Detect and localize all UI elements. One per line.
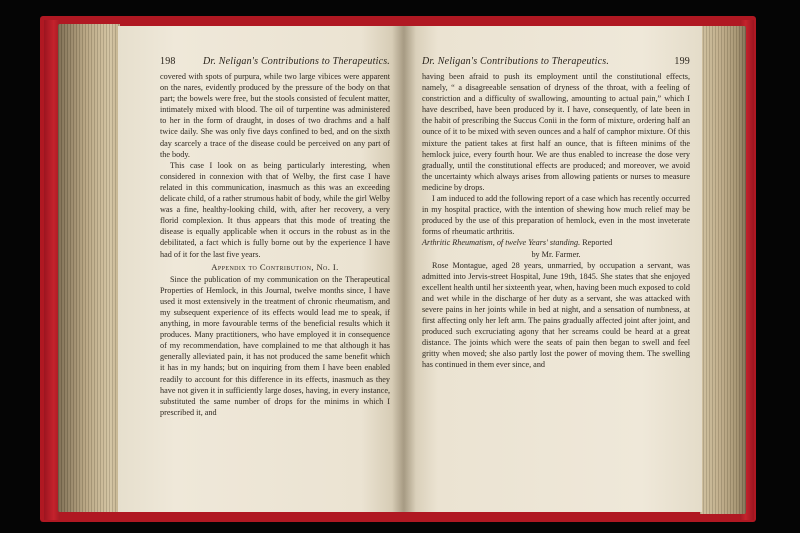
left-running-head	[160, 56, 390, 67]
right-paragraph-2: I am induced to add the following report of a case which has recently occurred in my hospital practice, with the intention of shewing how much relief may be produced by the use of this preparation of hemlock, even in the most inveterate forms of rheumatic arthritis.	[422, 194, 690, 237]
right-paragraph-1: having been afraid to push its employment until the constitutional effects, namely, “ a disagreeable sensation of dryness of the throat, with a feeling of constriction and a difficulty of swallowing, amounting to actual pain,” which I have described, have been produced by it. I have, consequently, of late been in the habit of prescribing the Succus Conii in the form of mixture, ordering half an ounce of it to be mixed with seven ounces and a half of camphor mixture. Of this mixture the patient takes at first half an ounce, that is fifteen minims of the hemlock juice, every fourth hour. We are thus enabled to increase the dose very gradually, until the constitutional effects are produced; and moreover, we avoid the uncertainty which always arises from allowing patients or nurses to measure medicine by drops.	[422, 72, 690, 192]
left-paragraph-2: This case I look on as being particularly interesting, when considered in connexion with that of Welby, the first case I have related in this communication, inasmuch as this was an exceeding delicate child, of a rather strumous habit of body, while the girl Welby was a fine, healthy-looking child, with, after her recovery, a very florid complexion. It thus appears that this mode of treating the disease is equally applicable when it occurs in the robust as in the debilitated, a fact which is fully borne out by the experience I have had of it for the last five years.	[160, 160, 390, 259]
right-running-head	[422, 56, 690, 67]
left-page-number: 198	[160, 56, 176, 67]
case-reported: Reported	[582, 238, 613, 248]
appendix-section-title: Appendix to Contribution, No. I.	[211, 261, 339, 272]
right-page-stack	[700, 26, 746, 514]
right-page	[402, 26, 702, 512]
right-page-number: 199	[674, 56, 690, 67]
right-running-title: Dr. Neligan's Contributions to Therapeutics.	[422, 56, 610, 67]
left-running-title: Dr. Neligan's Contributions to Therapeutics.	[202, 56, 390, 67]
right-body-text	[422, 71, 690, 371]
left-page-stack	[58, 24, 120, 512]
left-paragraph-1: covered with spots of purpura, while two large vibices were apparent on the nares, evidently produced by the pressure of the body on that part; the bowels were free, but the stools consisted of feculent matter, intimately mixed with blood. The oil of turpentine was administered to her in the form of draught, in doses of two drachms and a half twice daily. She was only five days confined to bed, and on the sixth day scarcely a trace of the disease could be perceived on any part of the body.	[160, 72, 390, 159]
case-reporter: by Mr. Farmer.	[531, 249, 581, 259]
appendix-paragraph-1: Since the publication of my communication on the Therapeutical Properties of Hemlock, in this Journal, twelve months since, I have used it most extensively in the treatment of chronic rheumatism, and my subsequent experience of its effects would lead me to speak, if anything, in more favourable terms of the beneficial results which it produces. Many practitioners, who have employed it in consequence of my recommendation, have complained to me that although it has generally alleviated pain, it has not produced the same benefit which it has in my hands; but on inquiring from them I have been enabled readily to account for this difference in its effects, inasmuch as they have not given it in sufficiently large doses, having, in every instance, substituted the same number of drops for the minims in which I prescribed it, and	[160, 274, 390, 417]
case-title: Arthritic Rheumatism, of twelve Years' standing.	[422, 238, 581, 248]
left-page	[118, 26, 404, 512]
case-heading	[422, 237, 690, 248]
case-paragraph-1: Rose Montague, aged 28 years, unmarried, by occupation a servant, was admitted into Jervis-street Hospital, June 19th, 1845. She states that she enjoyed excellent health until her sixteenth year, when, having been much exposed to cold and wet while in the discharge of her duty as a servant, she was attacked with severe pains in her joints while in bed at night, and a sensation of numbness, at first affecting only her left arm. The pains gradually affected joint after joint, and produced such excruciating agony that her screams could be heard at a great distance. The joints which were the seats of pain then began to swell and feel gritty when moved; she also partly lost the power of moving them. The swelling has continued in them ever since, and	[422, 260, 690, 370]
left-body-text	[160, 71, 390, 418]
